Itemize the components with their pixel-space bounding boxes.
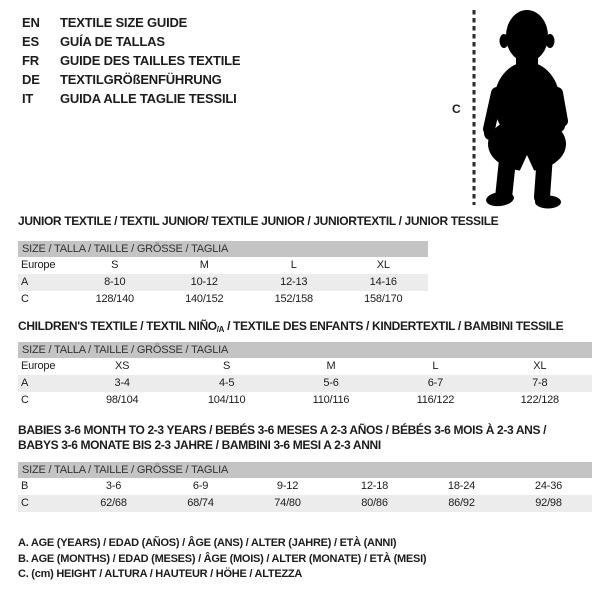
table-cell: 4-5 <box>218 377 235 389</box>
footnote-b: B. AGE (MONTHS) / EDAD (MESES) / ÂGE (MOIS) / ALTER (MONATE) / ETÀ (MESI) <box>18 552 427 565</box>
table-cell: 6-7 <box>427 377 444 389</box>
table-cell: 68/74 <box>187 497 214 509</box>
table-row <box>18 495 592 512</box>
language-row-fr <box>22 51 240 70</box>
table-row <box>18 392 592 409</box>
junior-section-title: JUNIOR TEXTILE / TEXTIL JUNIOR/ TEXTILE JUNIOR / JUNIORTEXTIL / JUNIOR TESSILE <box>18 214 499 228</box>
baby-silhouette <box>440 5 600 215</box>
table-cell: M <box>326 360 336 372</box>
table-cell: 18-24 <box>447 480 476 492</box>
footnote-c: C. (cm) HEIGHT / ALTURA / HAUTEUR / HÖHE / ALTEZZA <box>18 568 303 580</box>
table-cell: B <box>21 480 29 492</box>
language-title: TEXTILE SIZE GUIDE <box>60 15 188 30</box>
table-cell: 152/158 <box>274 293 313 305</box>
table-cell: S <box>111 259 119 271</box>
table-cell: C <box>21 497 29 509</box>
language-title: TEXTILGRÖßENFÜHRUNG <box>60 72 222 87</box>
table-cell: 12-18 <box>360 480 389 492</box>
table-cell: 6-9 <box>192 480 209 492</box>
language-row-it <box>22 89 240 108</box>
table-cell: 98/104 <box>105 394 139 406</box>
table-cell: 86/92 <box>448 497 475 509</box>
table-cell: S <box>223 360 231 372</box>
table-cell: 116/122 <box>416 394 455 406</box>
language-row-de <box>22 70 240 89</box>
table-cell: 3-6 <box>105 480 122 492</box>
table-cell: XS <box>115 360 130 372</box>
language-title: GUÍA DE TALLAS <box>60 34 165 49</box>
table-header: SIZE / TALLA / TAILLE / GRÖSSE / TAGLIA <box>18 462 592 478</box>
table-row <box>18 257 428 274</box>
babies-section-title <box>18 423 546 453</box>
table-cell: A <box>21 276 29 288</box>
table-cell: 8-10 <box>104 276 126 288</box>
table-header: SIZE / TALLA / TAILLE / GRÖSSE / TAGLIA <box>18 342 592 358</box>
height-measure-label: C <box>452 102 461 116</box>
table-cell: C <box>21 394 29 406</box>
table-cell: XL <box>533 360 547 372</box>
children-section-title <box>18 319 563 337</box>
table-cell: 14-16 <box>369 276 397 288</box>
table-row <box>18 291 428 308</box>
table-cell: 7-8 <box>532 377 548 389</box>
table-row <box>18 274 428 291</box>
language-row-es <box>22 32 240 51</box>
table-cell: Europe <box>21 360 56 372</box>
children-size-table <box>18 342 592 409</box>
children-title-part2: / TEXTILE DES ENFANTS / KINDERTEXTIL / BAMBINI TESSILE <box>224 319 564 333</box>
babies-title-line1: BABIES 3-6 MONTH TO 2-3 YEARS / BEBÉS 3-6 MESES A 2-3 AÑOS / BÉBÉS 3-6 MOIS À 2-3 ANS / <box>18 423 547 437</box>
table-cell: 12-13 <box>280 276 308 288</box>
table-cell: 80/86 <box>361 497 388 509</box>
table-cell: 62/68 <box>100 497 127 509</box>
table-cell: XL <box>376 259 390 271</box>
table-row <box>18 358 592 375</box>
language-code: FR <box>22 53 39 68</box>
table-cell: 92/98 <box>535 497 562 509</box>
language-code: EN <box>22 15 40 30</box>
table-cell: Europe <box>21 259 56 271</box>
table-cell: 74/80 <box>274 497 301 509</box>
table-header: SIZE / TALLA / TAILLE / GRÖSSE / TAGLIA <box>18 241 428 257</box>
language-code: IT <box>22 91 34 106</box>
table-row <box>18 478 592 495</box>
table-cell: A <box>21 377 29 389</box>
language-code: DE <box>22 72 40 87</box>
language-code: ES <box>22 34 39 49</box>
table-cell: 3-4 <box>114 377 130 389</box>
table-cell: 110/116 <box>312 394 350 406</box>
footnotes <box>18 536 426 583</box>
language-row-en <box>22 13 240 32</box>
table-cell: 104/110 <box>207 394 246 406</box>
table-cell: 24-36 <box>534 480 563 492</box>
table-cell: C <box>21 293 29 305</box>
table-cell: 122/128 <box>520 394 559 406</box>
table-cell: 128/140 <box>95 293 134 305</box>
children-title-subscript: /A <box>216 325 225 334</box>
table-cell: 158/170 <box>364 293 403 305</box>
language-list <box>22 13 240 108</box>
table-cell: L <box>290 259 297 271</box>
footnote-a: A. AGE (YEARS) / EDAD (AÑOS) / ÂGE (ANS) / ALTER (JAHRE) / ETÀ (ANNI) <box>18 537 397 549</box>
language-title: GUIDA ALLE TAGLIE TESSILI <box>60 91 237 106</box>
babies-title-line2: BABYS 3-6 MONATE BIS 2-3 JAHRE / BAMBINI 3-6 MESI A 2-3 ANNI <box>18 438 381 452</box>
table-cell: 9-12 <box>276 480 299 492</box>
table-cell: 10-12 <box>190 276 218 288</box>
table-row <box>18 375 592 392</box>
table-cell: L <box>432 360 439 372</box>
table-cell: 140/152 <box>185 293 224 305</box>
junior-size-table <box>18 241 428 308</box>
children-title-part1: CHILDREN'S TEXTILE / TEXTIL NIÑO <box>18 319 217 333</box>
table-cell: 5-6 <box>323 377 339 389</box>
language-title: GUIDE DES TAILLES TEXTILE <box>60 53 241 68</box>
babies-size-table <box>18 462 592 512</box>
table-cell: M <box>199 259 209 271</box>
